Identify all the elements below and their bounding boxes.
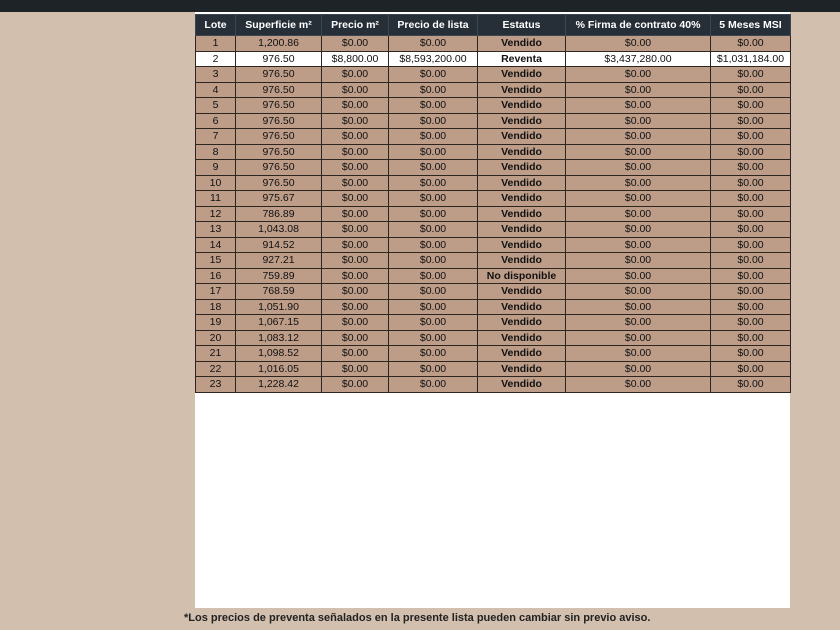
cell-precio-lista: $0.00 xyxy=(389,206,478,222)
table-row xyxy=(196,36,791,52)
cell-precio-lista: $0.00 xyxy=(389,175,478,191)
cell-estatus: Vendido xyxy=(478,191,566,207)
table-row xyxy=(196,129,791,145)
cell-precio-lista: $0.00 xyxy=(389,67,478,83)
cell-meses-msi: $0.00 xyxy=(711,237,791,253)
cell-superficie: 1,098.52 xyxy=(236,346,322,362)
cell-firma-contrato: $0.00 xyxy=(566,206,711,222)
cell-meses-msi: $0.00 xyxy=(711,160,791,176)
cell-estatus: Vendido xyxy=(478,98,566,114)
cell-lote: 20 xyxy=(196,330,236,346)
cell-firma-contrato: $0.00 xyxy=(566,222,711,238)
table-row xyxy=(196,98,791,114)
cell-superficie: 786.89 xyxy=(236,206,322,222)
cell-firma-contrato: $3,437,280.00 xyxy=(566,51,711,67)
table-row xyxy=(196,113,791,129)
cell-firma-contrato: $0.00 xyxy=(566,98,711,114)
cell-superficie: 976.50 xyxy=(236,175,322,191)
cell-estatus: Vendido xyxy=(478,346,566,362)
table-row xyxy=(196,330,791,346)
cell-precio-m2: $0.00 xyxy=(322,36,389,52)
cell-precio-m2: $0.00 xyxy=(322,299,389,315)
cell-meses-msi: $0.00 xyxy=(711,113,791,129)
cell-superficie: 976.50 xyxy=(236,144,322,160)
table-row xyxy=(196,299,791,315)
cell-precio-m2: $0.00 xyxy=(322,144,389,160)
cell-firma-contrato: $0.00 xyxy=(566,129,711,145)
table-row xyxy=(196,67,791,83)
cell-precio-m2: $0.00 xyxy=(322,206,389,222)
cell-meses-msi: $0.00 xyxy=(711,253,791,269)
cell-precio-m2: $0.00 xyxy=(322,330,389,346)
cell-meses-msi: $0.00 xyxy=(711,191,791,207)
cell-lote: 6 xyxy=(196,113,236,129)
cell-precio-lista: $0.00 xyxy=(389,299,478,315)
table-row xyxy=(196,206,791,222)
cell-estatus: Vendido xyxy=(478,160,566,176)
table-row xyxy=(196,346,791,362)
cell-superficie: 976.50 xyxy=(236,129,322,145)
cell-precio-lista: $0.00 xyxy=(389,253,478,269)
cell-meses-msi: $0.00 xyxy=(711,144,791,160)
table-row xyxy=(196,361,791,377)
cell-precio-lista: $0.00 xyxy=(389,144,478,160)
cell-superficie: 976.50 xyxy=(236,51,322,67)
table-row xyxy=(196,253,791,269)
table-row xyxy=(196,82,791,98)
cell-precio-lista: $0.00 xyxy=(389,284,478,300)
cell-precio-lista: $0.00 xyxy=(389,191,478,207)
cell-superficie: 976.50 xyxy=(236,113,322,129)
cell-lote: 7 xyxy=(196,129,236,145)
cell-lote: 21 xyxy=(196,346,236,362)
cell-estatus: Vendido xyxy=(478,144,566,160)
cell-superficie: 1,067.15 xyxy=(236,315,322,331)
cell-lote: 15 xyxy=(196,253,236,269)
cell-estatus: Vendido xyxy=(478,175,566,191)
cell-meses-msi: $0.00 xyxy=(711,129,791,145)
cell-lote: 16 xyxy=(196,268,236,284)
cell-meses-msi: $0.00 xyxy=(711,361,791,377)
table-row xyxy=(196,284,791,300)
cell-lote: 2 xyxy=(196,51,236,67)
cell-precio-lista: $0.00 xyxy=(389,36,478,52)
cell-lote: 10 xyxy=(196,175,236,191)
cell-superficie: 1,200.86 xyxy=(236,36,322,52)
cell-meses-msi: $0.00 xyxy=(711,175,791,191)
cell-estatus: Vendido xyxy=(478,253,566,269)
cell-superficie: 976.50 xyxy=(236,82,322,98)
cell-lote: 12 xyxy=(196,206,236,222)
cell-precio-lista: $0.00 xyxy=(389,268,478,284)
header-superficie: Superficie m² xyxy=(236,15,322,36)
cell-superficie: 1,051.90 xyxy=(236,299,322,315)
cell-superficie: 976.50 xyxy=(236,160,322,176)
cell-estatus: Vendido xyxy=(478,113,566,129)
cell-meses-msi: $0.00 xyxy=(711,268,791,284)
cell-estatus: Vendido xyxy=(478,82,566,98)
cell-precio-lista: $0.00 xyxy=(389,160,478,176)
cell-superficie: 1,228.42 xyxy=(236,377,322,393)
cell-firma-contrato: $0.00 xyxy=(566,82,711,98)
cell-precio-lista: $0.00 xyxy=(389,361,478,377)
cell-firma-contrato: $0.00 xyxy=(566,175,711,191)
top-bar xyxy=(0,0,840,12)
cell-precio-m2: $0.00 xyxy=(322,98,389,114)
cell-precio-m2: $8,800.00 xyxy=(322,51,389,67)
cell-superficie: 759.89 xyxy=(236,268,322,284)
header-estatus: Estatus xyxy=(478,15,566,36)
cell-estatus: Reventa xyxy=(478,51,566,67)
cell-meses-msi: $0.00 xyxy=(711,377,791,393)
table-row xyxy=(196,268,791,284)
cell-lote: 23 xyxy=(196,377,236,393)
cell-precio-m2: $0.00 xyxy=(322,175,389,191)
cell-lote: 14 xyxy=(196,237,236,253)
table-row xyxy=(196,191,791,207)
cell-precio-m2: $0.00 xyxy=(322,67,389,83)
table-row xyxy=(196,144,791,160)
cell-estatus: Vendido xyxy=(478,377,566,393)
cell-precio-m2: $0.00 xyxy=(322,129,389,145)
cell-superficie: 1,043.08 xyxy=(236,222,322,238)
cell-precio-lista: $0.00 xyxy=(389,330,478,346)
header-precio-lista: Precio de lista xyxy=(389,15,478,36)
cell-lote: 1 xyxy=(196,36,236,52)
disclaimer-note: *Los precios de preventa señalados en la presente lista pueden cambiar sin previo aviso. xyxy=(184,612,651,624)
cell-lote: 18 xyxy=(196,299,236,315)
cell-firma-contrato: $0.00 xyxy=(566,191,711,207)
table-row xyxy=(196,175,791,191)
cell-meses-msi: $0.00 xyxy=(711,330,791,346)
cell-firma-contrato: $0.00 xyxy=(566,284,711,300)
cell-firma-contrato: $0.00 xyxy=(566,36,711,52)
cell-firma-contrato: $0.00 xyxy=(566,268,711,284)
price-table xyxy=(195,14,791,393)
table-body xyxy=(196,36,791,393)
cell-precio-m2: $0.00 xyxy=(322,253,389,269)
cell-precio-lista: $8,593,200.00 xyxy=(389,51,478,67)
cell-meses-msi: $0.00 xyxy=(711,82,791,98)
cell-firma-contrato: $0.00 xyxy=(566,144,711,160)
cell-superficie: 976.50 xyxy=(236,98,322,114)
cell-superficie: 914.52 xyxy=(236,237,322,253)
cell-superficie: 975.67 xyxy=(236,191,322,207)
cell-meses-msi: $0.00 xyxy=(711,206,791,222)
cell-precio-lista: $0.00 xyxy=(389,237,478,253)
cell-precio-m2: $0.00 xyxy=(322,361,389,377)
header-meses-msi: 5 Meses MSI xyxy=(711,15,791,36)
cell-meses-msi: $0.00 xyxy=(711,67,791,83)
cell-meses-msi: $1,031,184.00 xyxy=(711,51,791,67)
cell-precio-lista: $0.00 xyxy=(389,129,478,145)
cell-precio-lista: $0.00 xyxy=(389,113,478,129)
cell-precio-lista: $0.00 xyxy=(389,315,478,331)
cell-precio-lista: $0.00 xyxy=(389,82,478,98)
header-lote: Lote xyxy=(196,15,236,36)
cell-lote: 8 xyxy=(196,144,236,160)
cell-estatus: Vendido xyxy=(478,129,566,145)
cell-lote: 22 xyxy=(196,361,236,377)
header-precio-m2: Precio m² xyxy=(322,15,389,36)
cell-estatus: Vendido xyxy=(478,222,566,238)
cell-firma-contrato: $0.00 xyxy=(566,253,711,269)
cell-precio-m2: $0.00 xyxy=(322,113,389,129)
cell-meses-msi: $0.00 xyxy=(711,222,791,238)
header-firma-contrato: % Firma de contrato 40% xyxy=(566,15,711,36)
cell-lote: 17 xyxy=(196,284,236,300)
cell-meses-msi: $0.00 xyxy=(711,315,791,331)
table-row xyxy=(196,237,791,253)
table-row xyxy=(196,160,791,176)
cell-firma-contrato: $0.00 xyxy=(566,315,711,331)
cell-superficie: 768.59 xyxy=(236,284,322,300)
cell-meses-msi: $0.00 xyxy=(711,346,791,362)
cell-estatus: No disponible xyxy=(478,268,566,284)
cell-precio-lista: $0.00 xyxy=(389,377,478,393)
cell-firma-contrato: $0.00 xyxy=(566,346,711,362)
cell-precio-m2: $0.00 xyxy=(322,191,389,207)
cell-precio-m2: $0.00 xyxy=(322,346,389,362)
cell-precio-m2: $0.00 xyxy=(322,268,389,284)
cell-precio-lista: $0.00 xyxy=(389,346,478,362)
cell-lote: 3 xyxy=(196,67,236,83)
cell-precio-m2: $0.00 xyxy=(322,377,389,393)
cell-firma-contrato: $0.00 xyxy=(566,330,711,346)
cell-firma-contrato: $0.00 xyxy=(566,361,711,377)
table-row xyxy=(196,377,791,393)
cell-estatus: Vendido xyxy=(478,36,566,52)
cell-meses-msi: $0.00 xyxy=(711,299,791,315)
cell-precio-m2: $0.00 xyxy=(322,315,389,331)
cell-lote: 5 xyxy=(196,98,236,114)
cell-superficie: 1,016.05 xyxy=(236,361,322,377)
cell-meses-msi: $0.00 xyxy=(711,98,791,114)
cell-estatus: Vendido xyxy=(478,237,566,253)
cell-estatus: Vendido xyxy=(478,284,566,300)
cell-estatus: Vendido xyxy=(478,315,566,331)
cell-superficie: 1,083.12 xyxy=(236,330,322,346)
cell-meses-msi: $0.00 xyxy=(711,284,791,300)
cell-lote: 19 xyxy=(196,315,236,331)
table-row xyxy=(196,315,791,331)
cell-firma-contrato: $0.00 xyxy=(566,377,711,393)
cell-firma-contrato: $0.00 xyxy=(566,113,711,129)
cell-superficie: 976.50 xyxy=(236,67,322,83)
cell-lote: 9 xyxy=(196,160,236,176)
cell-firma-contrato: $0.00 xyxy=(566,299,711,315)
cell-lote: 11 xyxy=(196,191,236,207)
cell-superficie: 927.21 xyxy=(236,253,322,269)
cell-precio-m2: $0.00 xyxy=(322,222,389,238)
cell-estatus: Vendido xyxy=(478,361,566,377)
table-row xyxy=(196,51,791,67)
cell-estatus: Vendido xyxy=(478,330,566,346)
cell-precio-m2: $0.00 xyxy=(322,82,389,98)
cell-precio-m2: $0.00 xyxy=(322,160,389,176)
cell-meses-msi: $0.00 xyxy=(711,36,791,52)
cell-estatus: Vendido xyxy=(478,67,566,83)
price-list-panel xyxy=(195,12,790,608)
table-row xyxy=(196,222,791,238)
cell-precio-lista: $0.00 xyxy=(389,222,478,238)
cell-lote: 13 xyxy=(196,222,236,238)
cell-lote: 4 xyxy=(196,82,236,98)
table-header-row xyxy=(196,15,791,36)
cell-precio-m2: $0.00 xyxy=(322,284,389,300)
cell-firma-contrato: $0.00 xyxy=(566,237,711,253)
cell-estatus: Vendido xyxy=(478,206,566,222)
cell-precio-lista: $0.00 xyxy=(389,98,478,114)
cell-firma-contrato: $0.00 xyxy=(566,160,711,176)
cell-estatus: Vendido xyxy=(478,299,566,315)
cell-precio-m2: $0.00 xyxy=(322,237,389,253)
cell-firma-contrato: $0.00 xyxy=(566,67,711,83)
